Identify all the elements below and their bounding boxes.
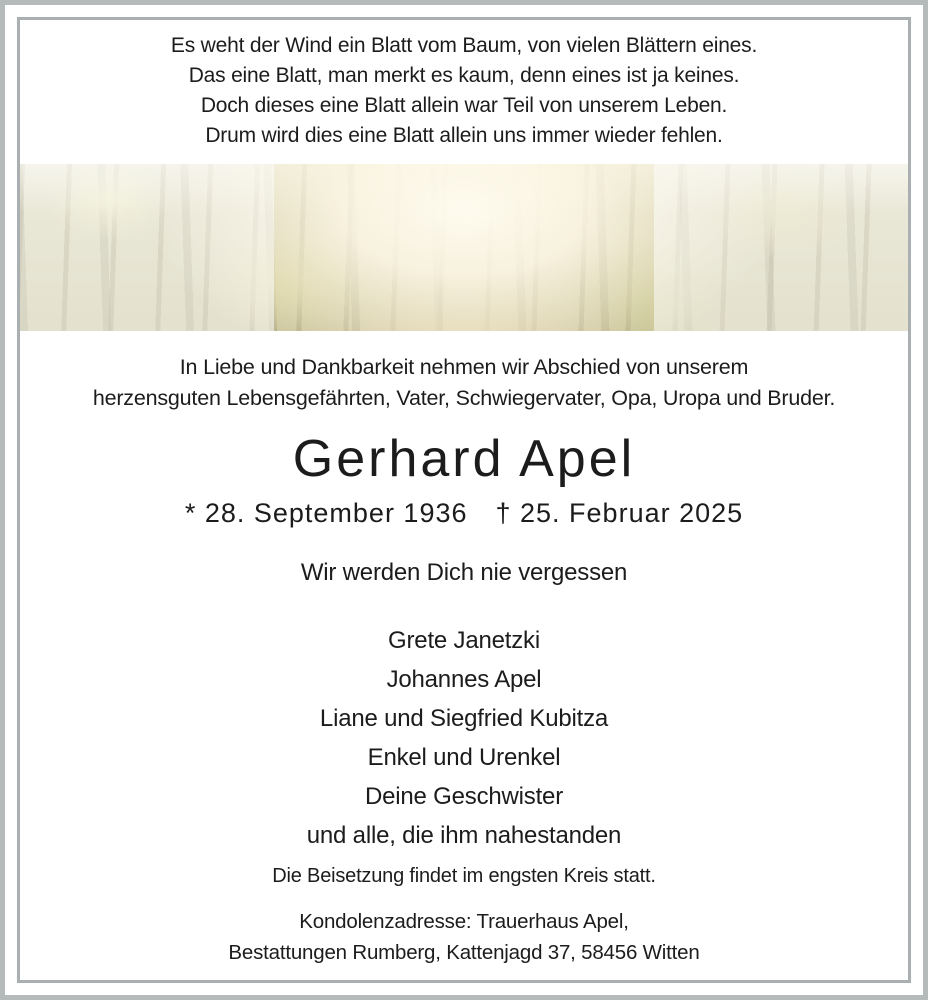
memorial-poem	[20, 31, 908, 151]
intro-line: In Liebe und Dankbarkeit nehmen wir Abschied von unserem	[179, 355, 749, 379]
deceased-name: Gerhard Apel	[292, 430, 636, 488]
mourner-line: Johannes Apel	[386, 666, 542, 693]
mourner-line: Enkel und Urenkel	[367, 744, 561, 771]
condolence-line: Bestattungen Rumberg, Kattenjagd 37, 58456 Witten	[228, 941, 700, 964]
birth-date: * 28. September 1936	[184, 498, 468, 528]
obituary-inner-frame	[17, 17, 911, 983]
intro-line: herzensguten Lebensgefährten, Vater, Schwiegervater, Opa, Uropa und Bruder.	[92, 386, 836, 410]
mourner-line: und alle, die ihm nahestanden	[306, 822, 622, 849]
mourners-list	[20, 621, 908, 855]
mourner-line: Grete Janetzki	[388, 627, 540, 654]
death-date: † 25. Februar 2025	[495, 498, 744, 528]
poem-line: Es weht der Wind ein Blatt vom Baum, von vielen Blättern eines.	[170, 34, 758, 57]
poem-line: Doch dieses eine Blatt allein war Teil von unserem Leben.	[200, 94, 728, 117]
funeral-note: Die Beisetzung findet im engsten Kreis statt.	[272, 865, 656, 887]
poem-line: Drum wird dies eine Blatt allein uns immer wieder fehlen.	[205, 124, 723, 147]
poem-line: Das eine Blatt, man merkt es kaum, denn eines ist ja keines.	[188, 64, 740, 87]
mourner-line: Deine Geschwister	[364, 783, 563, 810]
life-dates	[20, 496, 908, 530]
condolence-line: Kondolenzadresse: Trauerhaus Apel,	[299, 910, 629, 933]
farewell-sentence: Wir werden Dich nie vergessen	[300, 559, 628, 586]
photo-right-fade-panel	[654, 164, 908, 331]
photo-left-fade-panel	[20, 164, 274, 331]
farewell-intro	[20, 352, 908, 414]
mourner-line: Liane und Siegfried Kubitza	[319, 705, 609, 732]
memorial-photo	[20, 164, 908, 331]
condolence-address	[20, 906, 908, 968]
